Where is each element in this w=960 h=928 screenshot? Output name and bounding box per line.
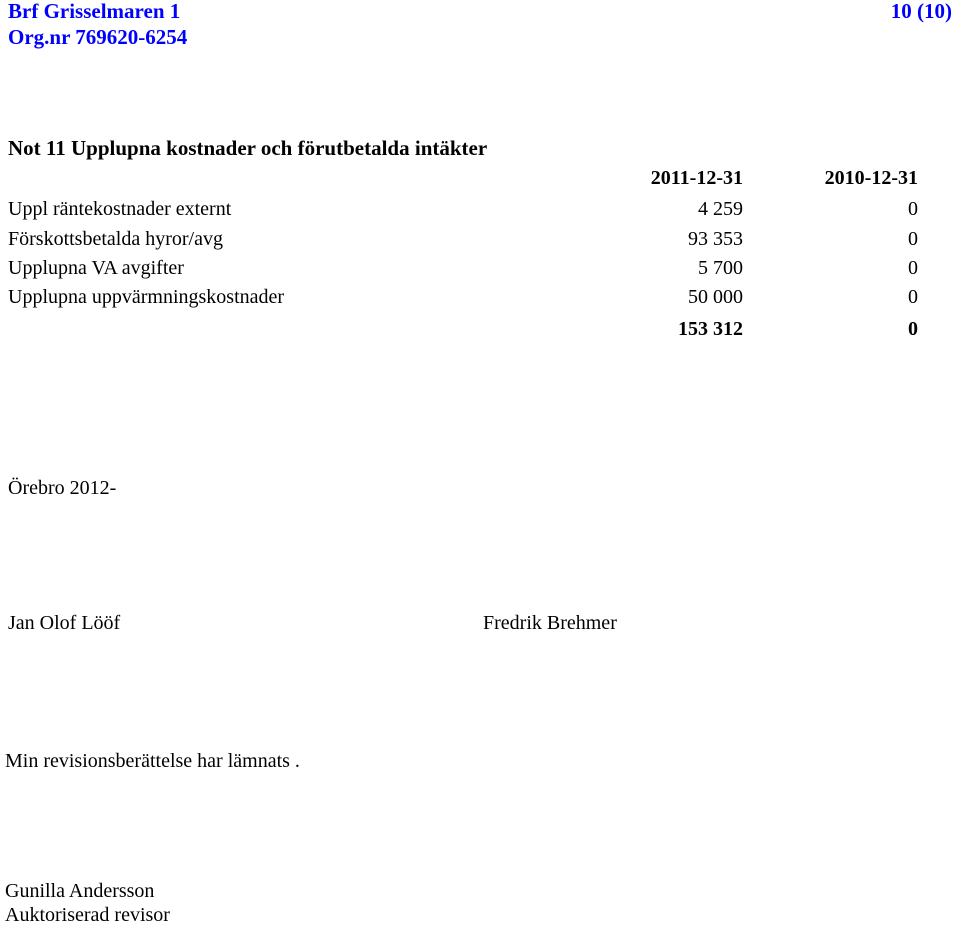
row-value-2011: 50 000 [688, 286, 743, 308]
organization-name: Brf Grisselmaren 1 [8, 0, 181, 23]
total-2011: 153 312 [678, 318, 743, 340]
row-label: Upplupna uppvärmningskostnader [8, 286, 285, 308]
column-header-2011: 2011-12-31 [650, 167, 743, 189]
row-label: Uppl räntekostnader externt [8, 198, 232, 220]
page-number: 10 (10) [890, 0, 952, 23]
total-2010: 0 [908, 318, 918, 340]
audit-statement: Min revisionsberättelse har lämnats . [5, 750, 300, 772]
row-value-2011: 93 353 [688, 228, 743, 250]
row-value-2011: 5 700 [698, 257, 743, 279]
column-header-2010: 2010-12-31 [824, 167, 918, 189]
auditor-name: Gunilla Andersson [5, 880, 155, 902]
signatory-name: Jan Olof Lööf [8, 612, 121, 634]
organization-number: Org.nr 769620-6254 [8, 25, 188, 49]
place-date: Örebro 2012- [8, 477, 117, 499]
row-value-2010: 0 [908, 228, 918, 250]
signatory-name: Fredrik Brehmer [483, 612, 617, 634]
row-value-2010: 0 [908, 257, 918, 279]
row-value-2010: 0 [908, 198, 918, 220]
row-value-2011: 4 259 [698, 198, 743, 220]
row-label: Upplupna VA avgifter [8, 257, 184, 279]
auditor-title: Auktoriserad revisor [5, 904, 170, 926]
row-value-2010: 0 [908, 286, 918, 308]
note-title: Not 11 Upplupna kostnader och förutbetalda intäkter [8, 136, 488, 160]
row-label: Förskottsbetalda hyror/avg [8, 228, 223, 250]
